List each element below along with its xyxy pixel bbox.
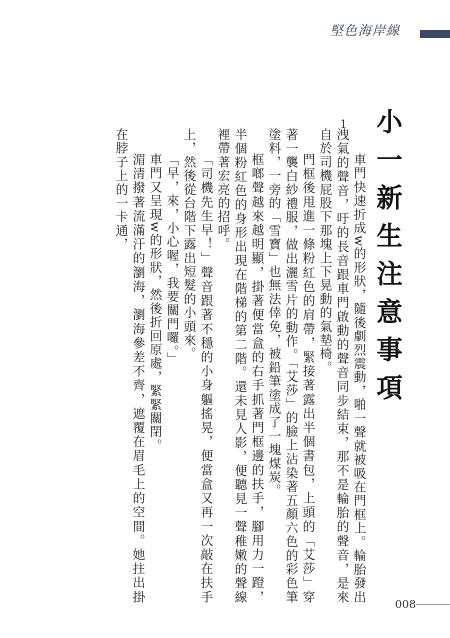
section-number: 1 xyxy=(340,118,347,131)
body-text xyxy=(56,128,368,604)
running-head-book-title: 堅色海岸線 xyxy=(330,24,401,39)
page-number: 008 xyxy=(395,598,416,611)
paragraph: 框啷聲越來越明顯，掛著便當盒的右手抓著門框邊的扶手，腳用力一蹬，半個粉紅色的身形出現在階梯的第二階。還未見人影，便聽見一聲稚嫩的聲線裡帶著宏亮的招呼。 xyxy=(216,128,265,604)
page-header xyxy=(0,0,450,72)
paragraph: 湄清撥著流滿汗的瀏海，瀏海參差不齊，遮覆在眉毛上的空間。她拄出掛在脖子上的一卡通， xyxy=(114,128,146,604)
header-tab-marker xyxy=(420,30,450,38)
chapter-title: 小一新生注意事項 xyxy=(372,108,402,412)
paragraph: 門框後甩進一條粉紅色的肩帶，緊接著露出半個書包，上頭的「艾莎」穿著一襲白紗禮服，做出灑雪片的動作。「艾莎」的臉上沾染著五顏六色的彩色筆塗料，一旁的「雪寶」也無法倖免，被鉛筆塗成了一塊煤炭。 xyxy=(267,128,316,604)
paragraph: 「早，來，小心喔，我要關門囉。」 xyxy=(165,153,180,366)
paragraph: 車門快速折成w的形狀，隨後劇烈震動，啪一聲就被吸在門框上。輪胎發出洩氣的聲音，吁的長音跟車門啟動的聲音同步結束，那不是輪胎的聲音，是來自於司機屁股下那塊上下晃動的氣墊椅。 xyxy=(318,128,367,604)
footer-rule xyxy=(416,604,450,605)
paragraph: 車門又呈現w的形狀，然後折回原處，緊緊關閉。 xyxy=(148,153,163,453)
paragraph: 「司機先生早！」聲音跟著不穩的小身軀搖晃，便當盒又再一次敲在扶手上，然後從台階下露出短髮的小頭來。 xyxy=(182,128,214,604)
